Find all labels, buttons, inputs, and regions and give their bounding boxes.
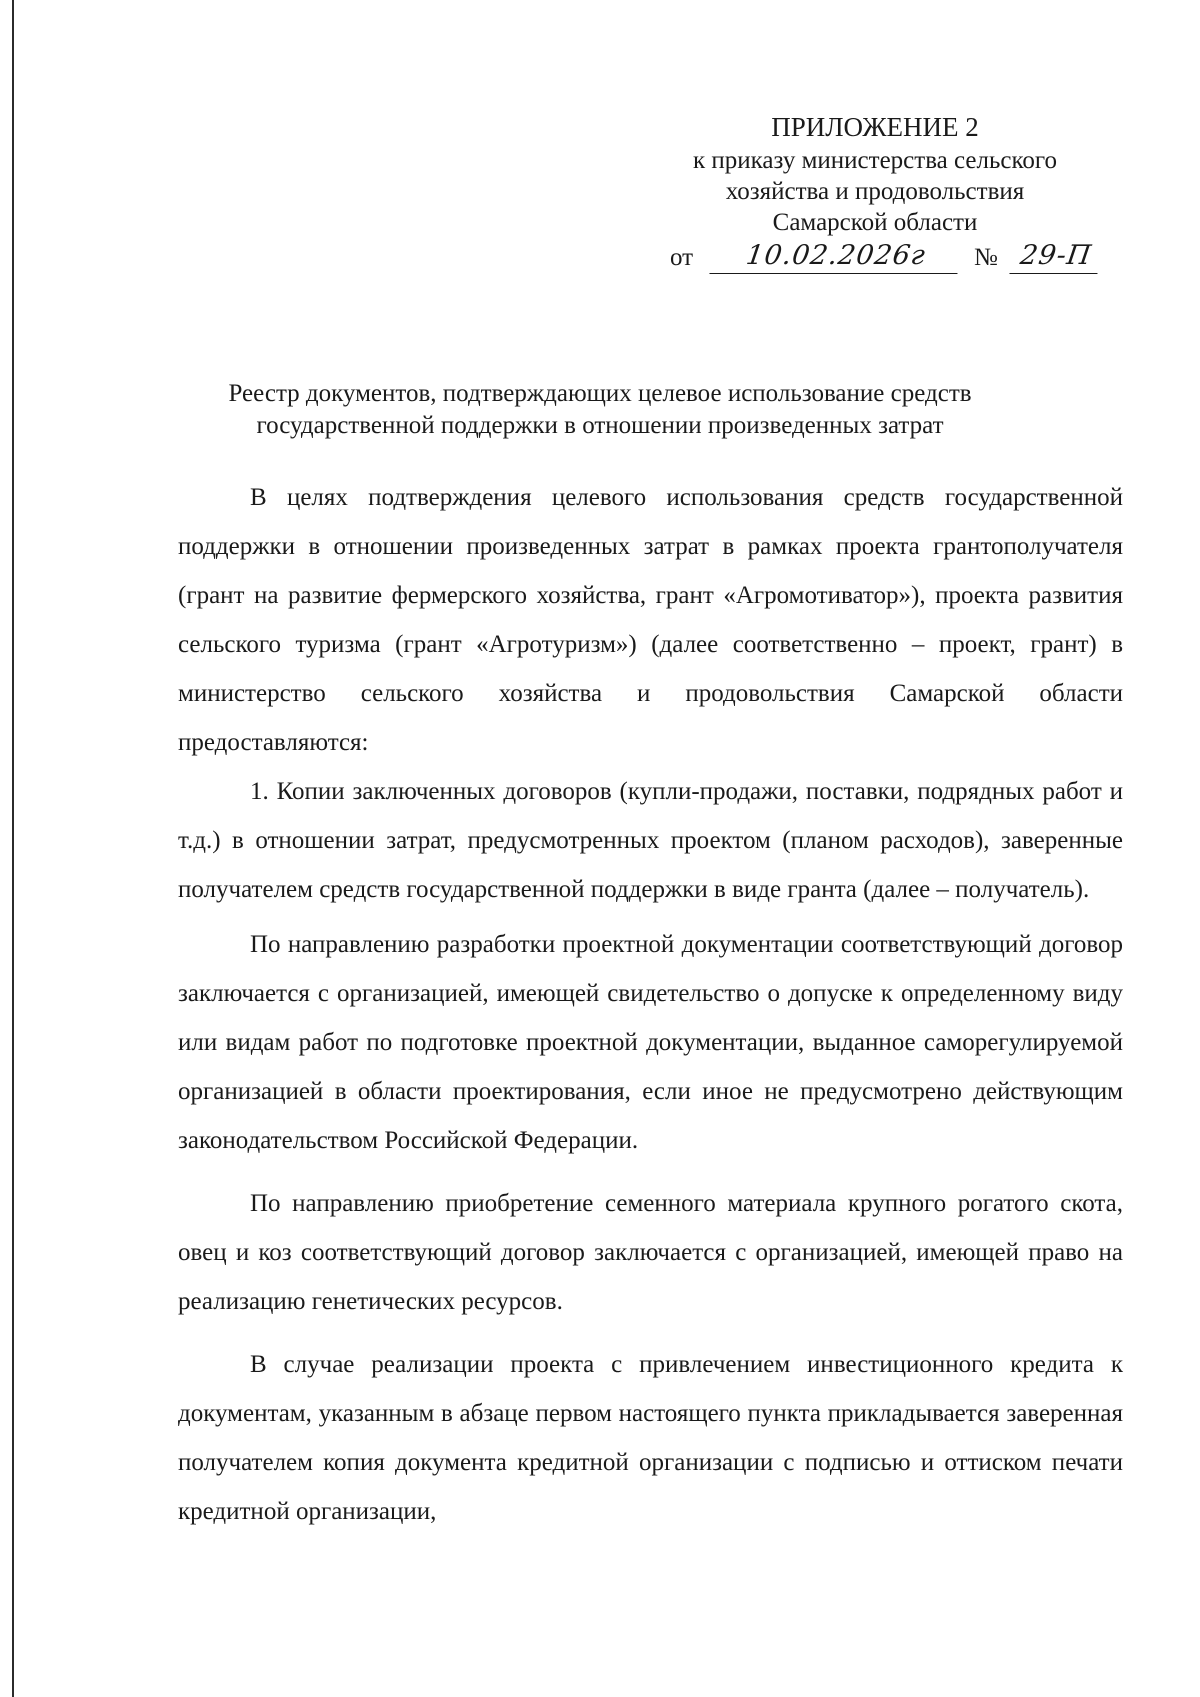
heading-line-1: Реестр документов, подтверждающих целевое использование средств [228, 380, 972, 407]
date-label: от [670, 244, 694, 271]
number-label: № [974, 244, 998, 271]
appendix-line-3: Самарской области [772, 209, 978, 236]
scan-edge-line [12, 0, 14, 1697]
paragraph-seed-material: По направлению приобретение семенного материала крупного рогатого скота, овец и коз соответствующий договор заключается с организацией, имеющей право на реализацию генетических ресурсов. [178, 1190, 1123, 1315]
appendix-line-2: хозяйства и продовольствия [725, 178, 1025, 205]
paragraph-intro: В целях подтверждения целевого использования средств государственной поддержки в отношении произведенных затрат в рамках проекта грантополучателя (грант на развитие фермерского хозяйства, грант «Агромотиватор»), проекта развития сельского туризма (грант «Агротуризм») (далее соответственно – проект, грант) в министерство сельского хозяйства и продовольствия Самарской области предоставляются: [178, 484, 1123, 756]
document-body [178, 473, 1123, 1536]
paragraph-investment-credit: В случае реализации проекта с привлечением инвестиционного кредита к документам, указанным в абзаце первом настоящего пункта прикладывается заверенная получателем копия документа кредитной организации с подписью и оттиском печати кредитной организации, [178, 1351, 1123, 1525]
appendix-title: ПРИЛОЖЕНИЕ 2 [771, 112, 979, 142]
appendix-line-1: к приказу министерства сельского [692, 147, 1057, 174]
handwritten-number: 29-П [1009, 237, 1102, 274]
heading-line-2: государственной поддержки в отношении произведенных затрат [256, 412, 944, 439]
order-date-number-line [640, 238, 1110, 278]
appendix-block [640, 112, 1110, 278]
paragraph-design-docs: По направлению разработки проектной документации соответствующий договор заключается с организацией, имеющей свидетельство о допуске к определенному виду или видам работ по подготовке проектной документации, выданное саморегулируемой организацией в области проектирования, если иное не предусмотрено действующим законодательством Российской Федерации. [178, 931, 1123, 1154]
handwritten-date: 10.02.2026г [709, 237, 962, 274]
paragraph-item-1: 1. Копии заключенных договоров (купли-продажи, поставки, подрядных работ и т.д.) в отношении затрат, предусмотренных проектом (планом расходов), заверенные получателем средств государственной поддержки в виде гранта (далее – получатель). [178, 778, 1123, 903]
document-heading [180, 378, 1020, 442]
